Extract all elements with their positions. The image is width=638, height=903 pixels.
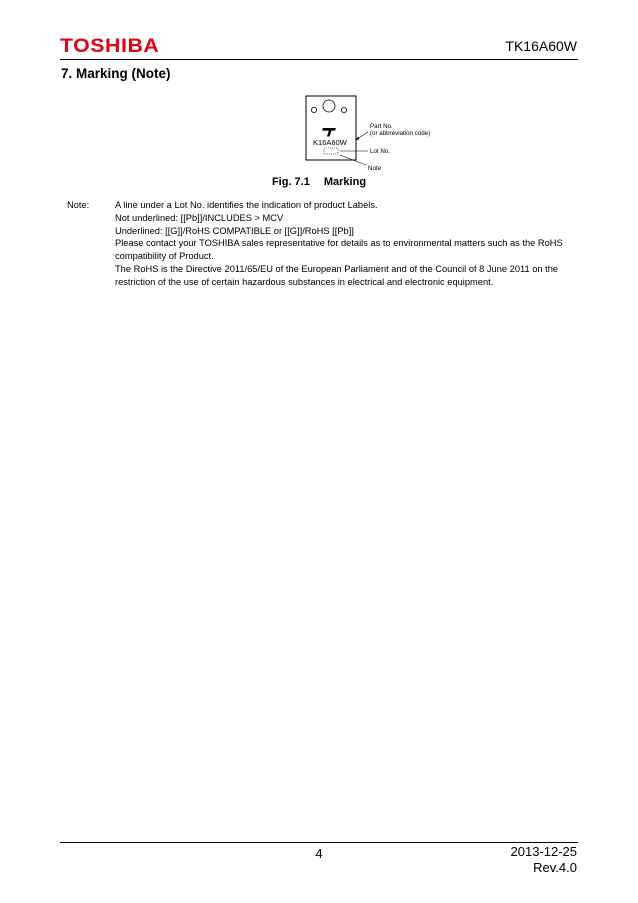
note-line: The RoHS is the Directive 2011/65/EU of the European Parliament and of the Council of 8 June 2011 on the restriction of the use of certain hazardous substances in electrical and electronic equipment. bbox=[115, 263, 559, 287]
marking-diagram bbox=[300, 92, 500, 178]
page-number: 4 bbox=[315, 846, 323, 861]
toshiba-logo bbox=[60, 36, 159, 58]
section-title: 7. Marking (Note) bbox=[61, 66, 171, 81]
footer-date: 2013-12-25 bbox=[510, 844, 577, 859]
footer-divider bbox=[60, 842, 578, 843]
note-body bbox=[115, 199, 577, 289]
note-line: Not underlined: [[Pb]]/INCLUDES > MCV bbox=[115, 212, 284, 223]
marking-figure bbox=[300, 92, 500, 178]
figure-caption-number: Fig. 7.1 bbox=[271, 176, 310, 188]
note-line: A line under a Lot No. identifies the indication of product Labels. bbox=[115, 200, 378, 210]
header-divider bbox=[60, 59, 578, 60]
note-label: Note: bbox=[67, 200, 90, 210]
header-part-number: TK16A60W bbox=[505, 38, 577, 54]
figure-caption bbox=[0, 176, 638, 188]
note-line: Please contact your TOSHIBA sales representative for details as to environmental matters such as the RoHS compatibility of Product. bbox=[115, 238, 563, 262]
footer-revision: Rev.4.0 bbox=[533, 860, 577, 875]
brand-name: TOSHIBA bbox=[60, 36, 160, 57]
callout-lot-no: Lot No. bbox=[370, 148, 390, 155]
callout-part-no-sub: (or abbreviation code) bbox=[370, 130, 431, 137]
callout-note: Note bbox=[368, 165, 382, 172]
note-line: Underlined: [[G]]/RoHS COMPATIBLE or [[G]]/RoHS [[Pb]] bbox=[115, 225, 354, 236]
callout-part-no: Part No. bbox=[370, 123, 393, 130]
figure-caption-text: Marking bbox=[323, 176, 367, 188]
package-marking-text: K16A60W bbox=[313, 138, 347, 147]
